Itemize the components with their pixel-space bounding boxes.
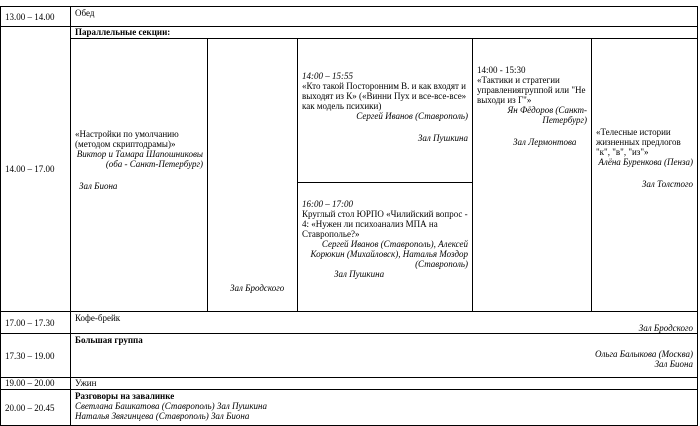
large-group-cell bbox=[70, 333, 698, 377]
section-speaker: Алёна Буренкова (Пенза) bbox=[598, 157, 693, 167]
time-label: 17.30 – 19.00 bbox=[5, 350, 55, 361]
time-cell bbox=[0, 389, 70, 426]
time-cell bbox=[0, 6, 70, 26]
section-card bbox=[207, 38, 297, 311]
time-cell bbox=[0, 26, 70, 311]
row-title: Кофе-брейк bbox=[75, 313, 121, 323]
section-time: 14:00 - 15:30 bbox=[477, 65, 526, 75]
row-line: Наталья Звягинцева (Ставрополь) Зал Биона bbox=[75, 411, 250, 421]
time-label: 17.00 – 17.30 bbox=[5, 317, 55, 328]
section-location: Зал Бродского bbox=[230, 283, 285, 293]
row-title: Параллельные секции: bbox=[75, 27, 171, 37]
time-label: 19.00 – 20.00 bbox=[5, 378, 55, 388]
section-speaker: Сергей Иванов (Ставрополь) bbox=[356, 111, 468, 121]
section-speaker: Ян Фёдоров (Санкт-Петербург) bbox=[507, 105, 587, 125]
time-label: 14.00 – 17.00 bbox=[5, 164, 55, 174]
section-speaker-note: (оба - Санкт-Петербург) bbox=[105, 159, 203, 169]
section-title: «Кто такой Посторонним В. и как входят и выходят из К» («Винни Пух и все-все-все» как модель психики) bbox=[302, 81, 467, 111]
row-line: Светлана Башкатова (Ставрополь) Зал Пушкина bbox=[75, 401, 267, 411]
section-card bbox=[297, 182, 472, 311]
row-location: Зал Бродского bbox=[638, 323, 693, 333]
time-cell bbox=[0, 377, 70, 389]
time-cell bbox=[0, 333, 70, 377]
row-speaker: Ольга Балыкова (Москва) bbox=[595, 349, 693, 359]
section-title: «Настройки по умолчанию (методом скриптодрамы)» bbox=[75, 129, 179, 149]
time-label: 13.00 – 14.00 bbox=[5, 11, 55, 22]
time-label: 20.00 – 20.45 bbox=[5, 402, 55, 413]
section-card bbox=[591, 38, 698, 311]
row-title: Ужин bbox=[75, 378, 97, 388]
section-time: 16:00 – 17:00 bbox=[302, 199, 353, 209]
section-speaker: Виктор и Тамара Шапошниковы bbox=[76, 149, 203, 159]
section-title: «Телесные истории жизненных предлогов "к", "в", "из"» bbox=[596, 127, 681, 157]
section-location: Зал Пушкина bbox=[417, 133, 468, 143]
time-cell bbox=[0, 311, 70, 333]
section-card bbox=[70, 38, 207, 311]
section-title: «Тактики и стратегии управлениягруппой или "Не выходи из Г"» bbox=[477, 75, 586, 105]
row-location: Зал Биона bbox=[654, 359, 693, 369]
coffee-break-cell bbox=[70, 311, 698, 333]
row-title: Разговоры на завалинке bbox=[75, 391, 175, 401]
section-location: Зал Толстого bbox=[641, 179, 693, 189]
parallel-header bbox=[70, 26, 698, 38]
section-location: Зал Биона bbox=[79, 181, 118, 191]
evening-talks-cell bbox=[70, 389, 698, 426]
row-title: Большая группа bbox=[75, 335, 143, 345]
section-speaker: Сергей Иванов (Ставрополь), Алексей Корюкин (Михайловск), Наталья Моздор (Ставрополь) bbox=[310, 239, 468, 269]
section-time: 14:00 – 15:55 bbox=[302, 71, 353, 81]
section-card bbox=[472, 38, 591, 311]
dinner-cell bbox=[70, 377, 698, 389]
section-card bbox=[297, 38, 472, 182]
row-title: Обед bbox=[75, 8, 95, 18]
section-title: Круглый стол ЮРПО «Чилийский вопрос - 4: «Нужен ли психоанализ МПА на Ставрополье?» bbox=[302, 209, 468, 239]
section-location: Зал Пушкина bbox=[334, 269, 385, 279]
lunch-cell bbox=[70, 6, 698, 26]
section-location: Зал Лермонтова bbox=[513, 137, 577, 147]
